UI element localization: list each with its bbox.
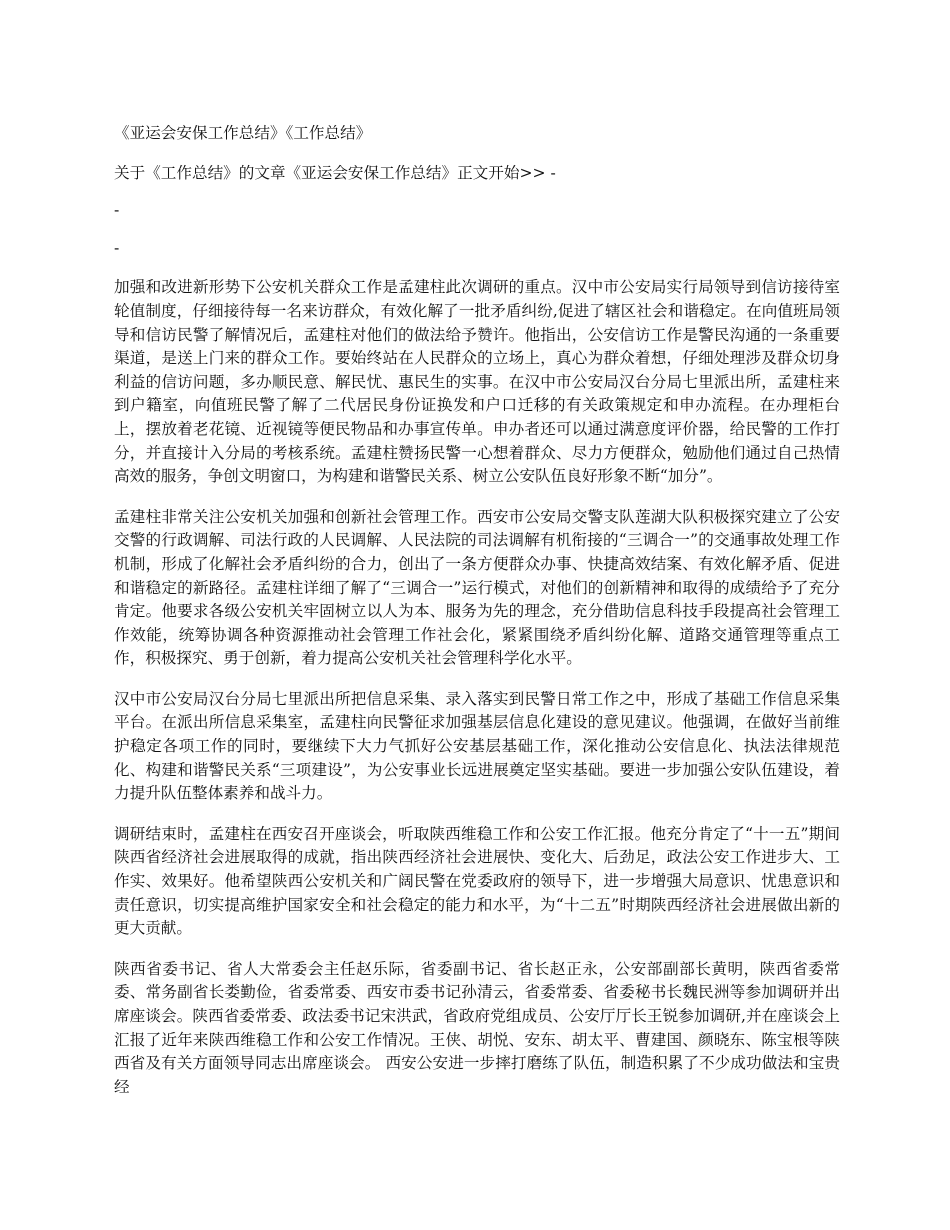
paragraph: 孟建柱非常关注公安机关加强和创新社会管理工作。西安市公安局交警支队莲湖大队积极探究建立了公安交警的行政调解、司法行政的人民调解、人民法院的司法调解有机衔接的“三调合一”的交通事故处理工作机制，形成了化解社会矛盾纠纷的合力，创出了一条方便群众办事、快捷高效结案、有效化解矛盾、促进和谐稳定的新路径。孟建柱详细了解了“三调合一”运行模式，对他们的创新精神和取得的成绩给予了充分肯定。他要求各级公安机关牢固树立以人为本、服务为先的理念，充分借助信息科技手段提高社会管理工作效能，统筹协调各种资源推动社会管理工作社会化，紧紧围绕矛盾纠纷化解、道路交通管理等重点工作，积极探究、勇于创新，着力提高公安机关社会管理科学化水平。 <box>114 507 840 668</box>
paragraph: 加强和改进新形势下公安机关群众工作是孟建柱此次调研的重点。汉中市公安局实行局领导到信访接待室轮值制度，仔细接待每一名来访群众，有效化解了一批矛盾纠纷,促进了辖区社会和谐稳定。在向值班局领导和信访民警了解情况后，孟建柱对他们的做法给予赞许。他指出，公安信访工作是警民沟通的一条重要渠道，是送上门来的群众工作。要始终站在人民群众的立场上，真心为群众着想，仔细处理涉及群众切身利益的信访问题，多办顺民意、解民忧、惠民生的实事。在汉中市公安局汉台分局七里派出所，孟建柱来到户籍室，向值班民警了解了二代居民身份证换发和户口迁移的有关政策规定和申办流程。在办理柜台上，摆放着老花镜、近视镜等便民物品和办事宣传单。申办者还可以通过满意度评价器，给民警的工作打分，并直接计入分局的考核系统。孟建柱赞扬民警一心想着群众、尽力方便群众，勉励他们通过自己热情高效的服务，争创文明窗口，为构建和谐警民关系、树立公安队伍良好形象不断“加分”。 <box>114 278 840 486</box>
paragraph: 陕西省委书记、省人大常委会主任赵乐际，省委副书记、省长赵正永，公安部副部长黄明，陕西省委常委、常务副省长娄勤俭，省委常委、西安市委书记孙清云，省委常委、省委秘书长魏民洲等参加调研并出席座谈会。陕西省委常委、政法委书记宋洪武，省政府党组成员、公安厅厅长王锐参加调研,并在座谈会上汇报了近年来陕西维稳工作和公安工作情况。王侠、胡悦、安东、胡太平、曹建国、颜晓东、陈宝根等陕西省及有关方面领导同志出席座谈会。 西安公安进一步摔打磨练了队伍，制造积累了不少成功做法和宝贵经 <box>114 959 840 1096</box>
document-intro: 关于《工作总结》的文章《亚运会安保工作总结》正文开始>> - <box>114 163 556 182</box>
separator-dash: - <box>114 238 120 257</box>
paragraph: 汉中市公安局汉台分局七里派出所把信息采集、录入落实到民警日常工作之中，形成了基础工作信息采集平台。在派出所信息采集室，孟建柱向民警征求加强基层信息化建设的意见建议。他强调，在做好当前维护稳定各项工作的同时，要继续下大力气抓好公安基层基础工作，深化推动公安信息化、执法法律规范化、构建和谐警民关系“三项建设”，为公安事业长远进展奠定坚实基础。要进一步加强公安队伍建设，着力提升队伍整体素养和战斗力。 <box>114 689 840 803</box>
paragraph: 调研结束时，孟建柱在西安召开座谈会，听取陕西维稳工作和公安工作汇报。他充分肯定了“十一五”期间陕西省经济社会进展取得的成就，指出陕西经济社会进展快、变化大、后劲足，政法公安工作进步大、工作实、效果好。他希望陕西公安机关和广阔民警在党委政府的领导下，进一步增强大局意识、忧患意识和责任意识，切实提高维护国家安全和社会稳定的能力和水平，为“十二五”时期陕西经济社会进展做出新的更大贡献。 <box>114 824 840 938</box>
document-title: 《亚运会安保工作总结》《工作总结》 <box>114 124 372 142</box>
document-body <box>114 122 840 1116</box>
separator-dash: - <box>114 201 120 220</box>
